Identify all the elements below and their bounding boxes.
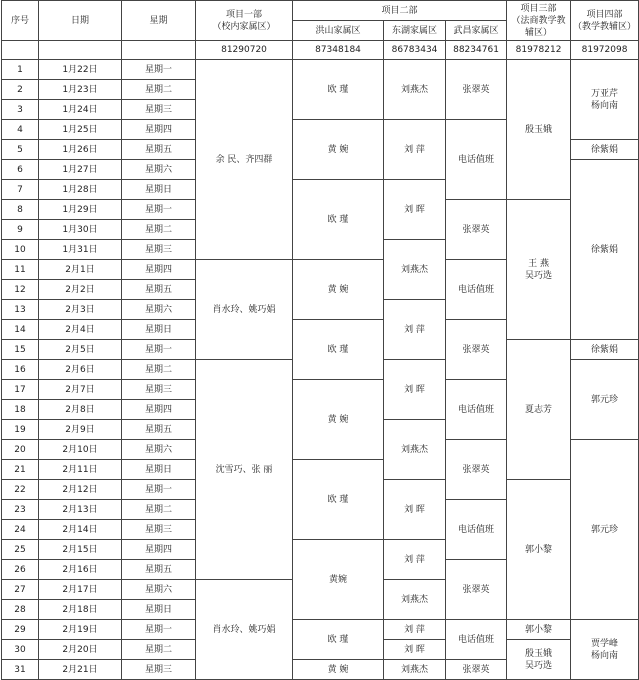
header-donghu: 东湖家属区 (384, 21, 446, 41)
row-weekday: 星期一 (122, 480, 196, 500)
row-date: 2月18日 (39, 600, 122, 620)
row-date: 2月9日 (39, 420, 122, 440)
cell-dept3-line: 殷玉娥 (525, 124, 553, 135)
phone-donghu: 86783434 (384, 41, 446, 60)
cell-wuchang: 电话值班 (446, 120, 507, 200)
cell-donghu: 刘 晖 (384, 180, 446, 240)
cell-donghu: 刘 萍 (384, 300, 446, 360)
schedule-body (2, 60, 639, 680)
row-weekday: 星期三 (122, 660, 196, 680)
row-seq: 12 (2, 280, 39, 300)
cell-hongshan: 黄 婉 (293, 260, 384, 320)
dept1-area: （校内家属区） (212, 21, 276, 32)
phone-dept4: 81972098 (571, 41, 639, 60)
row-weekday: 星期日 (122, 600, 196, 620)
row-date: 1月30日 (39, 220, 122, 240)
header-dept3 (507, 1, 571, 41)
row-seq: 25 (2, 540, 39, 560)
row-seq: 9 (2, 220, 39, 240)
cell-wuchang: 电话值班 (446, 500, 507, 560)
row-date: 2月19日 (39, 620, 122, 640)
cell-dept4 (571, 360, 639, 440)
row-date: 1月31日 (39, 240, 122, 260)
row-seq: 18 (2, 400, 39, 420)
cell-dept4-line: 郭元珍 (591, 394, 619, 405)
cell-donghu: 刘 晖 (384, 640, 446, 660)
cell-dept3 (507, 480, 571, 620)
row-seq: 15 (2, 340, 39, 360)
row-date: 2月8日 (39, 400, 122, 420)
cell-wuchang: 电话值班 (446, 260, 507, 320)
row-date: 1月24日 (39, 100, 122, 120)
row-date: 2月11日 (39, 460, 122, 480)
row-seq: 26 (2, 560, 39, 580)
row-date: 2月10日 (39, 440, 122, 460)
cell-donghu: 刘燕杰 (384, 580, 446, 620)
cell-wuchang: 张翠英 (446, 60, 507, 120)
phone-wuchang: 88234761 (446, 41, 507, 60)
row-date: 2月17日 (39, 580, 122, 600)
row-weekday: 星期六 (122, 440, 196, 460)
row-weekday: 星期四 (122, 400, 196, 420)
row-weekday: 星期三 (122, 240, 196, 260)
cell-donghu: 刘 萍 (384, 540, 446, 580)
row-seq: 6 (2, 160, 39, 180)
row-seq: 11 (2, 260, 39, 280)
row-weekday: 星期五 (122, 420, 196, 440)
row-date: 2月6日 (39, 360, 122, 380)
row-seq: 13 (2, 300, 39, 320)
cell-dept1: 肖水玲、姚巧娟 (196, 580, 293, 680)
cell-donghu: 刘 萍 (384, 620, 446, 640)
cell-dept3-line: 郭小黎 (525, 624, 553, 635)
cell-dept3-line: 吴巧选 (525, 660, 553, 671)
row-date: 1月25日 (39, 120, 122, 140)
row-date: 2月15日 (39, 540, 122, 560)
row-weekday: 星期三 (122, 520, 196, 540)
cell-dept4 (571, 60, 639, 140)
header-weekday: 星期 (122, 1, 196, 41)
cell-donghu: 刘 晖 (384, 360, 446, 420)
cell-dept3 (507, 200, 571, 340)
cell-dept3-line: 吴巧选 (525, 270, 553, 281)
table-row (2, 620, 639, 640)
dept1-name: 项目一部 (225, 9, 262, 20)
row-seq: 17 (2, 380, 39, 400)
cell-donghu: 刘燕杰 (384, 240, 446, 300)
row-seq: 10 (2, 240, 39, 260)
row-seq: 19 (2, 420, 39, 440)
row-weekday: 星期二 (122, 500, 196, 520)
cell-dept4 (571, 140, 639, 160)
row-date: 2月12日 (39, 480, 122, 500)
cell-donghu: 刘 萍 (384, 120, 446, 180)
row-weekday: 星期一 (122, 60, 196, 80)
row-seq: 30 (2, 640, 39, 660)
cell-hongshan: 黄 婉 (293, 380, 384, 460)
row-seq: 27 (2, 580, 39, 600)
row-seq: 14 (2, 320, 39, 340)
header-dept1 (196, 1, 293, 41)
row-date: 2月21日 (39, 660, 122, 680)
cell-wuchang: 张翠英 (446, 200, 507, 260)
row-date: 1月28日 (39, 180, 122, 200)
row-weekday: 星期二 (122, 640, 196, 660)
row-weekday: 星期一 (122, 340, 196, 360)
row-date: 1月26日 (39, 140, 122, 160)
header-seq: 序号 (2, 1, 39, 41)
phone-dept1: 81290720 (196, 41, 293, 60)
row-seq: 31 (2, 660, 39, 680)
row-seq: 5 (2, 140, 39, 160)
row-weekday: 星期四 (122, 540, 196, 560)
row-weekday: 星期四 (122, 120, 196, 140)
phone-blank-seq (2, 41, 39, 60)
row-weekday: 星期二 (122, 360, 196, 380)
row-weekday: 星期六 (122, 300, 196, 320)
row-seq: 1 (2, 60, 39, 80)
cell-donghu: 刘 晖 (384, 480, 446, 540)
row-weekday: 星期一 (122, 200, 196, 220)
header-hongshan: 洪山家属区 (293, 21, 384, 41)
row-weekday: 星期日 (122, 180, 196, 200)
cell-dept4 (571, 340, 639, 360)
row-seq: 2 (2, 80, 39, 100)
row-seq: 29 (2, 620, 39, 640)
row-date: 1月22日 (39, 60, 122, 80)
cell-dept4-line: 徐紫娟 (591, 144, 619, 155)
row-date: 2月20日 (39, 640, 122, 660)
header-wuchang: 武昌家属区 (446, 21, 507, 41)
cell-wuchang: 张翠英 (446, 440, 507, 500)
cell-donghu: 刘燕杰 (384, 60, 446, 120)
row-date: 2月5日 (39, 340, 122, 360)
cell-dept3 (507, 60, 571, 200)
row-seq: 16 (2, 360, 39, 380)
cell-dept4-line: 杨向南 (591, 100, 619, 111)
row-seq: 4 (2, 120, 39, 140)
cell-hongshan: 欧 瑾 (293, 320, 384, 380)
cell-dept3 (507, 340, 571, 480)
cell-wuchang: 张翠英 (446, 660, 507, 680)
cell-dept1: 沈雪巧、张 丽 (196, 360, 293, 580)
row-seq: 22 (2, 480, 39, 500)
cell-hongshan: 欧 瑾 (293, 180, 384, 260)
cell-dept4 (571, 160, 639, 340)
cell-dept4-line: 杨向南 (591, 650, 619, 661)
row-date: 1月27日 (39, 160, 122, 180)
cell-hongshan: 欧 瑾 (293, 60, 384, 120)
row-seq: 21 (2, 460, 39, 480)
cell-dept3-line: 夏志芳 (525, 404, 553, 415)
row-seq: 3 (2, 100, 39, 120)
cell-donghu: 刘燕杰 (384, 660, 446, 680)
header-date: 日期 (39, 1, 122, 41)
cell-hongshan: 黄 婉 (293, 660, 384, 680)
phone-hongshan: 87348184 (293, 41, 384, 60)
phone-blank-date (39, 41, 122, 60)
table-row (2, 60, 639, 80)
row-date: 2月3日 (39, 300, 122, 320)
row-date: 2月13日 (39, 500, 122, 520)
row-weekday: 星期一 (122, 620, 196, 640)
row-seq: 20 (2, 440, 39, 460)
dept4-area: （教学教辅区） (573, 21, 637, 32)
cell-donghu: 刘燕杰 (384, 420, 446, 480)
row-weekday: 星期二 (122, 220, 196, 240)
cell-dept4-line: 贾学峰 (591, 638, 619, 649)
cell-hongshan: 欧 瑾 (293, 620, 384, 660)
cell-wuchang: 张翠英 (446, 320, 507, 380)
row-seq: 8 (2, 200, 39, 220)
row-seq: 7 (2, 180, 39, 200)
cell-dept3-line: 王 燕 (528, 258, 549, 269)
row-seq: 23 (2, 500, 39, 520)
cell-dept3-line: 殷玉娥 (525, 648, 553, 659)
row-seq: 28 (2, 600, 39, 620)
cell-hongshan: 欧 瑾 (293, 460, 384, 540)
cell-wuchang: 电话值班 (446, 380, 507, 440)
row-weekday: 星期五 (122, 140, 196, 160)
row-date: 2月2日 (39, 280, 122, 300)
row-weekday: 星期六 (122, 580, 196, 600)
cell-dept4 (571, 440, 639, 620)
header-dept2: 项目二部 (293, 1, 507, 21)
cell-dept3 (507, 620, 571, 640)
dept3-area-line1: （法商教学教 (511, 15, 566, 26)
row-date: 2月16日 (39, 560, 122, 580)
row-date: 1月29日 (39, 200, 122, 220)
cell-dept3-line: 郭小黎 (525, 544, 553, 555)
dept3-name: 项目三部 (520, 3, 557, 14)
cell-dept1: 余 民、齐四群 (196, 60, 293, 260)
header-dept4 (571, 1, 639, 41)
phone-dept3: 81978212 (507, 41, 571, 60)
cell-hongshan: 黄 婉 (293, 120, 384, 180)
row-date: 2月14日 (39, 520, 122, 540)
dept4-name: 项目四部 (586, 9, 623, 20)
row-seq: 24 (2, 520, 39, 540)
dept3-area-line2: 辅区） (525, 27, 553, 38)
cell-dept1: 肖水玲、姚巧娟 (196, 260, 293, 360)
cell-dept4 (571, 620, 639, 680)
cell-dept4-line: 徐紫娟 (591, 244, 619, 255)
phone-blank-weekday (122, 41, 196, 60)
row-date: 2月1日 (39, 260, 122, 280)
row-weekday: 星期六 (122, 160, 196, 180)
row-date: 1月23日 (39, 80, 122, 100)
cell-dept4-line: 万亚芹 (591, 88, 619, 99)
row-weekday: 星期日 (122, 320, 196, 340)
row-weekday: 星期日 (122, 460, 196, 480)
row-weekday: 星期三 (122, 100, 196, 120)
cell-hongshan: 黄婉 (293, 540, 384, 620)
row-weekday: 星期三 (122, 380, 196, 400)
row-weekday: 星期五 (122, 280, 196, 300)
cell-dept4-line: 徐紫娟 (591, 344, 619, 355)
cell-dept3 (507, 640, 571, 680)
cell-dept4-line: 郭元珍 (591, 524, 619, 535)
duty-schedule-table (1, 0, 639, 680)
row-weekday: 星期五 (122, 560, 196, 580)
row-weekday: 星期二 (122, 80, 196, 100)
row-date: 2月4日 (39, 320, 122, 340)
row-date: 2月7日 (39, 380, 122, 400)
row-weekday: 星期四 (122, 260, 196, 280)
cell-wuchang: 张翠英 (446, 560, 507, 620)
cell-wuchang: 电话值班 (446, 620, 507, 660)
